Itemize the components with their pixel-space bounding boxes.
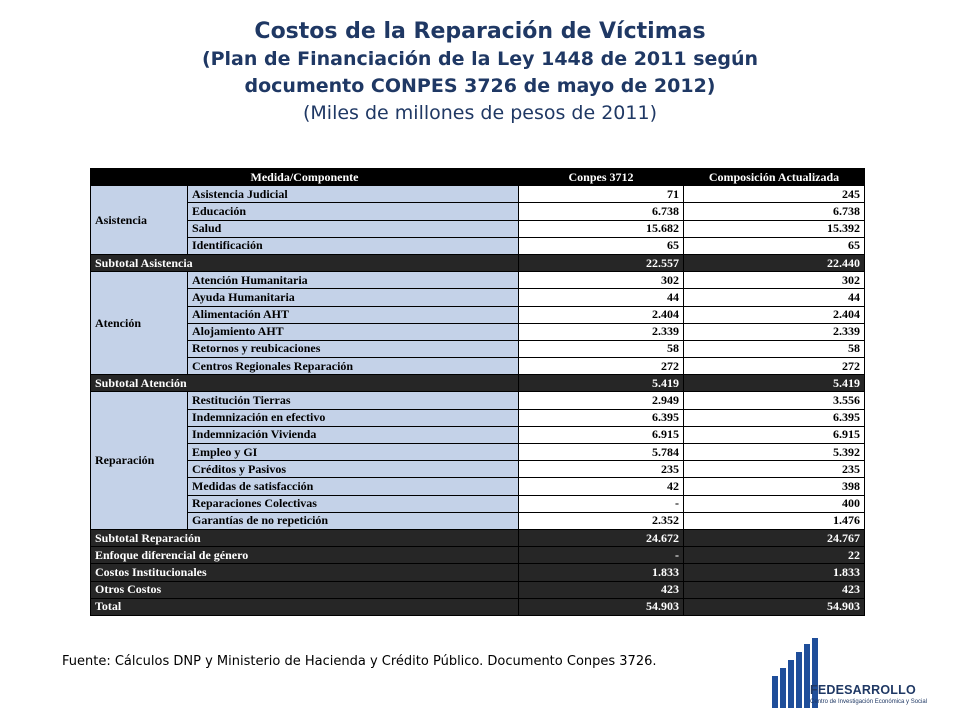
conpes-value: 71 [519, 186, 684, 203]
table-row [91, 495, 865, 512]
actualizada-value: 235 [684, 461, 865, 478]
units-note: (Miles de millones de pesos de 2011) [303, 102, 657, 124]
table-row [91, 306, 865, 323]
conpes-value: 58 [519, 340, 684, 357]
group-label: Asistencia [91, 186, 188, 255]
subtotal-actualizada: 5.419 [684, 375, 865, 392]
page-subtitle-line2: documento CONPES 3726 de mayo de 2012) [244, 75, 716, 97]
actualizada-value: 245 [684, 186, 865, 203]
table-row [91, 512, 865, 529]
component-label: Restitución Tierras [188, 392, 519, 409]
logo-bar [788, 660, 794, 708]
costs-table [90, 168, 865, 616]
actualizada-value: 65 [684, 237, 865, 254]
table-row [91, 272, 865, 289]
subtotal-row [91, 529, 865, 546]
subtotal-label: Subtotal Atención [91, 375, 519, 392]
table-row [91, 444, 865, 461]
table-row [91, 186, 865, 203]
table-row [91, 461, 865, 478]
actualizada-value: 6.915 [684, 426, 865, 443]
actualizada-value: 6.738 [684, 203, 865, 220]
component-label: Asistencia Judicial [188, 186, 519, 203]
table-row [91, 323, 865, 340]
component-label: Créditos y Pasivos [188, 461, 519, 478]
conpes-value: 44 [519, 289, 684, 306]
actualizada-value: 44 [684, 289, 865, 306]
subtotal-label: Subtotal Asistencia [91, 254, 519, 271]
table-row [91, 426, 865, 443]
component-label: Identificación [188, 237, 519, 254]
logo-bar [772, 676, 778, 708]
component-label: Garantías de no repetición [188, 512, 519, 529]
subtotal-row [91, 375, 865, 392]
logo-subtitle: Centro de Investigación Económica y Social [810, 699, 928, 705]
header-actualizada: Composición Actualizada [684, 169, 865, 186]
conpes-value: 2.339 [519, 323, 684, 340]
page-subtitle-line1: (Plan de Financiación de la Ley 1448 de 2011 según [201, 48, 759, 70]
page-title: Costos de la Reparación de Víctimas [254, 19, 706, 44]
component-label: Indemnización Vivienda [188, 426, 519, 443]
summary-actualizada: 423 [684, 581, 865, 598]
summary-actualizada: 1.833 [684, 564, 865, 581]
group-label: Reparación [91, 392, 188, 530]
summary-actualizada: 54.903 [684, 598, 865, 615]
conpes-value: 2.949 [519, 392, 684, 409]
table-row [91, 409, 865, 426]
component-label: Retornos y reubicaciones [188, 340, 519, 357]
actualizada-value: 272 [684, 358, 865, 375]
summary-row [91, 598, 865, 615]
conpes-value: 6.395 [519, 409, 684, 426]
summary-label: Otros Costos [91, 581, 519, 598]
actualizada-value: 15.392 [684, 220, 865, 237]
table-row [91, 478, 865, 495]
conpes-value: 235 [519, 461, 684, 478]
summary-row [91, 564, 865, 581]
subtotal-actualizada: 22.440 [684, 254, 865, 271]
component-label: Ayuda Humanitaria [188, 289, 519, 306]
table-row [91, 289, 865, 306]
component-label: Medidas de satisfacción [188, 478, 519, 495]
summary-label: Total [91, 598, 519, 615]
summary-conpes: 1.833 [519, 564, 684, 581]
conpes-value: 5.784 [519, 444, 684, 461]
actualizada-value: 2.404 [684, 306, 865, 323]
subtotal-row [91, 254, 865, 271]
summary-conpes: 54.903 [519, 598, 684, 615]
summary-actualizada: 22 [684, 547, 865, 564]
table-row [91, 392, 865, 409]
conpes-value: 302 [519, 272, 684, 289]
subtotal-label: Subtotal Reparación [91, 529, 519, 546]
logo-bars-icon [772, 638, 818, 708]
component-label: Atención Humanitaria [188, 272, 519, 289]
component-label: Salud [188, 220, 519, 237]
summary-label: Costos Institucionales [91, 564, 519, 581]
summary-conpes: - [519, 547, 684, 564]
subtotal-conpes: 24.672 [519, 529, 684, 546]
header-conpes: Conpes 3712 [519, 169, 684, 186]
component-label: Empleo y GI [188, 444, 519, 461]
summary-row [91, 581, 865, 598]
actualizada-value: 2.339 [684, 323, 865, 340]
logo-name: FEDESARROLLO [810, 683, 916, 697]
table-row [91, 237, 865, 254]
subtotal-actualizada: 24.767 [684, 529, 865, 546]
table-row [91, 203, 865, 220]
component-label: Indemnización en efectivo [188, 409, 519, 426]
table-body [91, 186, 865, 616]
component-label: Centros Regionales Reparación [188, 358, 519, 375]
source-note: Fuente: Cálculos DNP y Ministerio de Hacienda y Crédito Público. Documento Conpes 3726. [62, 654, 657, 669]
table-row [91, 340, 865, 357]
actualizada-value: 1.476 [684, 512, 865, 529]
component-label: Educación [188, 203, 519, 220]
actualizada-value: 3.556 [684, 392, 865, 409]
header-row [91, 169, 865, 186]
title-block [0, 18, 960, 127]
conpes-value: 65 [519, 237, 684, 254]
component-label: Reparaciones Colectivas [188, 495, 519, 512]
logo-bar [796, 652, 802, 708]
summary-row [91, 547, 865, 564]
group-label: Atención [91, 272, 188, 375]
conpes-value: 42 [519, 478, 684, 495]
subtotal-conpes: 5.419 [519, 375, 684, 392]
logo-bar [780, 668, 786, 708]
component-label: Alojamiento AHT [188, 323, 519, 340]
subtotal-conpes: 22.557 [519, 254, 684, 271]
conpes-value: 6.738 [519, 203, 684, 220]
actualizada-value: 400 [684, 495, 865, 512]
table-row [91, 358, 865, 375]
actualizada-value: 6.395 [684, 409, 865, 426]
conpes-value: - [519, 495, 684, 512]
conpes-value: 6.915 [519, 426, 684, 443]
component-label: Alimentación AHT [188, 306, 519, 323]
conpes-value: 15.682 [519, 220, 684, 237]
conpes-value: 2.404 [519, 306, 684, 323]
summary-label: Enfoque diferencial de género [91, 547, 519, 564]
actualizada-value: 5.392 [684, 444, 865, 461]
logo-bar [812, 638, 818, 708]
actualizada-value: 302 [684, 272, 865, 289]
actualizada-value: 58 [684, 340, 865, 357]
actualizada-value: 398 [684, 478, 865, 495]
conpes-value: 272 [519, 358, 684, 375]
conpes-value: 2.352 [519, 512, 684, 529]
header-medida: Medida/Componente [91, 169, 519, 186]
summary-conpes: 423 [519, 581, 684, 598]
table-row [91, 220, 865, 237]
